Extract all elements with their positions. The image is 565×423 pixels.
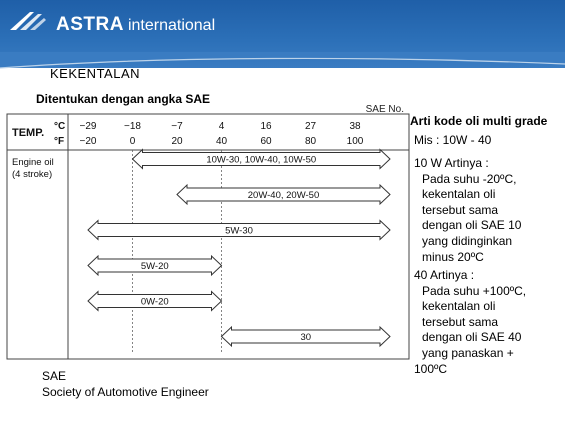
note-10w-line: kekentalan oli bbox=[422, 187, 496, 202]
note-10w-line: minus 20ºC bbox=[422, 249, 484, 264]
note-40-line: yang panaskan + bbox=[422, 345, 514, 360]
celsius-tick-label: 38 bbox=[349, 121, 361, 132]
celsius-tick-label: 27 bbox=[304, 121, 317, 132]
note-10w-line: yang didinginkan bbox=[422, 233, 513, 248]
note-40-line: kekentalan oli bbox=[422, 299, 496, 314]
brand-name bbox=[56, 14, 215, 36]
note-40-line: dengan oli SAE 40 bbox=[422, 330, 522, 345]
note-40-line: 100ºC bbox=[414, 361, 448, 376]
fahrenheit-tick-label: 20 bbox=[171, 136, 183, 147]
note-40-line: 40 Artinya : bbox=[414, 268, 475, 282]
fahrenheit-tick-label: 0 bbox=[129, 136, 136, 147]
notes-example: Mis : 10W - 40 bbox=[414, 133, 492, 147]
page-subtitle: Ditentukan dengan angka SAE bbox=[36, 92, 211, 106]
temp-label: TEMP. bbox=[12, 127, 45, 139]
astra-logo-icon bbox=[8, 8, 48, 34]
fahrenheit-tick-label: 80 bbox=[304, 136, 317, 147]
note-10w-line: dengan oli SAE 10 bbox=[422, 218, 522, 233]
brand-thin: international bbox=[127, 17, 216, 34]
footer-note bbox=[42, 368, 209, 400]
celsius-tick-label: −18 bbox=[124, 121, 141, 132]
celsius-tick-label: 4 bbox=[218, 121, 225, 132]
page-title: KEKENTALAN bbox=[50, 66, 141, 81]
note-10w bbox=[414, 156, 521, 265]
grade-bar-label: 5W-20 bbox=[140, 261, 169, 272]
brand-bold: ASTRA bbox=[56, 14, 124, 35]
note-40 bbox=[414, 268, 526, 377]
fahrenheit-tick-label: 100 bbox=[346, 136, 364, 147]
fahrenheit-tick-label: 40 bbox=[215, 136, 228, 147]
viscosity-chart bbox=[6, 104, 410, 362]
note-10w-line: 10 W Artinya : bbox=[414, 156, 489, 170]
celsius-tick-label: −7 bbox=[171, 121, 183, 132]
celsius-tick-label: 16 bbox=[260, 121, 272, 132]
sae-header: SAE No. bbox=[365, 104, 404, 115]
note-40-line: Pada suhu +100ºC, bbox=[422, 283, 527, 298]
fahrenheit-tick-label: 60 bbox=[260, 136, 272, 147]
footer-abbrev: SAE bbox=[42, 369, 67, 383]
footer-definition: Society of Automotive Engineer bbox=[42, 385, 209, 399]
fahrenheit-tick-label: −20 bbox=[79, 136, 97, 147]
note-40-line: tersebut sama bbox=[422, 314, 499, 329]
note-10w-line: Pada suhu -20ºC, bbox=[422, 171, 517, 186]
grade-bar-label: 10W-30, 10W-40, 10W-50 bbox=[206, 154, 317, 166]
celsius-tick-label: −29 bbox=[79, 121, 97, 132]
note-10w-line: tersebut sama bbox=[422, 202, 499, 217]
grade-bar-label: 5W-30 bbox=[225, 225, 253, 237]
engine-oil-label: Engine oil bbox=[12, 157, 54, 168]
grade-bar-label: 20W-40, 20W-50 bbox=[247, 190, 320, 201]
notes-heading: Arti kode oli multi grade bbox=[410, 114, 548, 128]
grade-bar-label: 30 bbox=[300, 332, 312, 343]
unit-fahrenheit: °F bbox=[54, 136, 65, 147]
grade-bar-label: 0W-20 bbox=[140, 296, 169, 308]
unit-celsius: °C bbox=[54, 121, 66, 132]
engine-oil-sublabel: (4 stroke) bbox=[12, 169, 53, 180]
